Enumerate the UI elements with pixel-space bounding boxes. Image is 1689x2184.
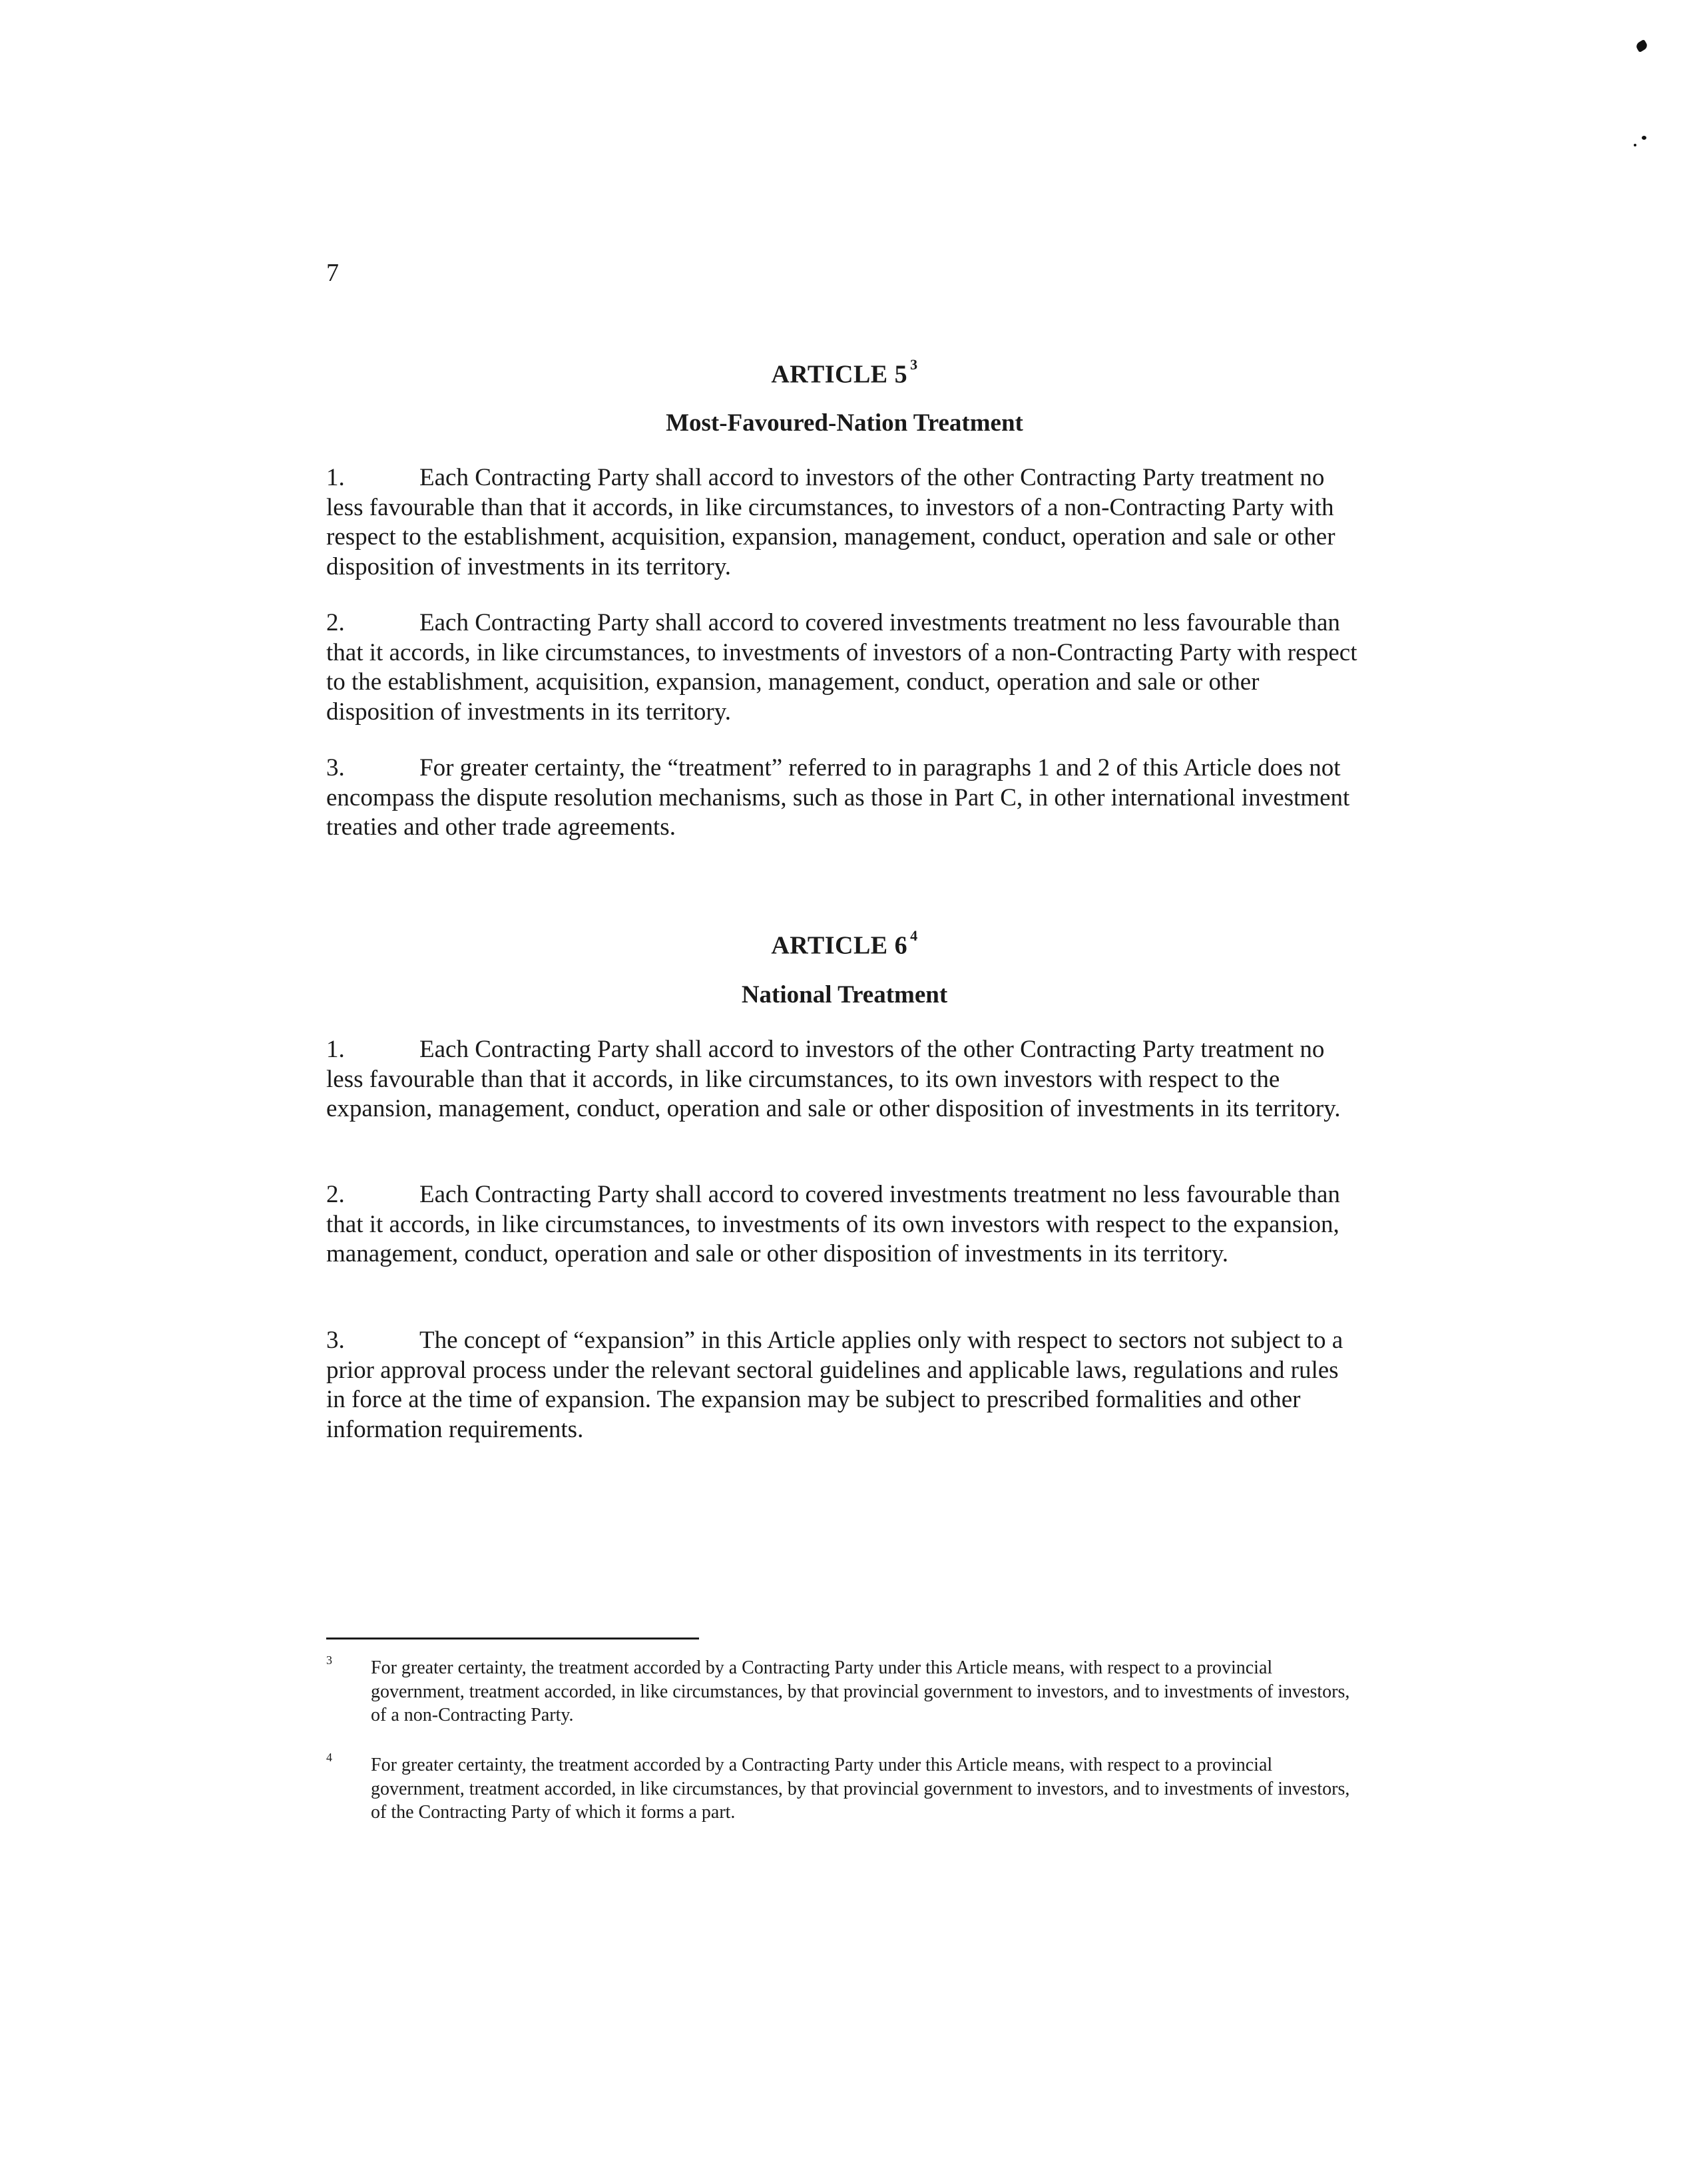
scan-speck bbox=[1642, 136, 1646, 140]
article-6-heading-text: ARTICLE 6 bbox=[771, 931, 908, 960]
paragraph-number: 2. bbox=[326, 609, 345, 636]
article-6-heading bbox=[0, 925, 1689, 961]
page-number: 7 bbox=[326, 259, 339, 287]
paragraph-number: 3. bbox=[326, 754, 345, 781]
paragraph-text: Each Contracting Party shall accord to covered investments treatment no less favourable than that it accords, in like circumstances, to investments of investors of a non-Contracting Party with respect to the establishment, acquisition, expansion, management, conduct, operation and sale or other disposition of investments in its territory. bbox=[326, 609, 1357, 726]
paragraph-text: Each Contracting Party shall accord to covered investments treatment no less favourable than that it accords, in like circumstances, to investments of its own investors with respect to the expansion, management, conduct, operation and sale or other disposition of investments in its territory. bbox=[326, 1181, 1340, 1267]
paragraph-number: 1. bbox=[326, 464, 345, 491]
article-5-paragraph-3 bbox=[326, 754, 1358, 843]
paragraph-number: 1. bbox=[326, 1036, 345, 1063]
article-5-heading bbox=[0, 354, 1689, 389]
footnote-text: For greater certainty, the treatment accorded by a Contracting Party under this Article means, with respect to a provincial government, treatment accorded, in like circumstances, by that provincial government to investors, and to investments of investors, of the Contracting Party of which it forms a part. bbox=[371, 1755, 1350, 1823]
paragraph-text: For greater certainty, the “treatment” referred to in paragraphs 1 and 2 of this Article does not encompass the dispute resolution mechanisms, such as those in Part C, in other international investment treaties and other trade agreements. bbox=[326, 754, 1350, 841]
paragraph-text: Each Contracting Party shall accord to investors of the other Contracting Party treatment no less favourable than that it accords, in like circumstances, to investors of a non-Contracting Party with respect to the establishment, acquisition, expansion, management, conduct, operation and sale or other disposition of investments in its territory. bbox=[326, 464, 1335, 580]
article-5-paragraph-1 bbox=[326, 463, 1358, 582]
article-6-paragraph-3 bbox=[326, 1326, 1358, 1444]
footnote-separator bbox=[326, 1638, 699, 1639]
scan-speck bbox=[1635, 39, 1649, 53]
scan-speck bbox=[1634, 144, 1636, 146]
footnote-mark: 4 bbox=[326, 1751, 332, 1764]
paragraph-text: The concept of “expansion” in this Article applies only with respect to sectors not subject to a prior approval process under the relevant sectoral guidelines and applicable laws, regulations and rules in force at the time of expansion. The expansion may be subject to prescribed formalities and other information requirements. bbox=[326, 1327, 1343, 1443]
paragraph-number: 2. bbox=[326, 1181, 345, 1208]
paragraph-text: Each Contracting Party shall accord to investors of the other Contracting Party treatment no less favourable than that it accords, in like circumstances, to its own investors with respect to the expansion, management, conduct, operation and sale or other disposition of investments in its territory. bbox=[326, 1036, 1341, 1122]
footnote-mark: 3 bbox=[326, 1653, 332, 1667]
article-5-subtitle: Most-Favoured-Nation Treatment bbox=[666, 409, 1023, 437]
article-6-footnote-ref[interactable]: 4 bbox=[910, 927, 918, 944]
article-5-heading-text: ARTICLE 5 bbox=[771, 360, 908, 389]
article-6-paragraph-1 bbox=[326, 1035, 1358, 1124]
article-6-paragraph-2 bbox=[326, 1180, 1358, 1269]
footnote-text: For greater certainty, the treatment accorded by a Contracting Party under this Article means, with respect to a provincial government, treatment accorded, in like circumstances, by that provincial government to investors, and to investments of investors, of a non-Contracting Party. bbox=[371, 1657, 1350, 1725]
paragraph-number: 3. bbox=[326, 1327, 345, 1354]
article-5-footnote-ref[interactable]: 3 bbox=[910, 356, 918, 373]
article-5-paragraph-2 bbox=[326, 608, 1358, 727]
footnote-4 bbox=[326, 1753, 1365, 1825]
article-6-subtitle: National Treatment bbox=[741, 981, 948, 1008]
footnote-3 bbox=[326, 1653, 1365, 1727]
